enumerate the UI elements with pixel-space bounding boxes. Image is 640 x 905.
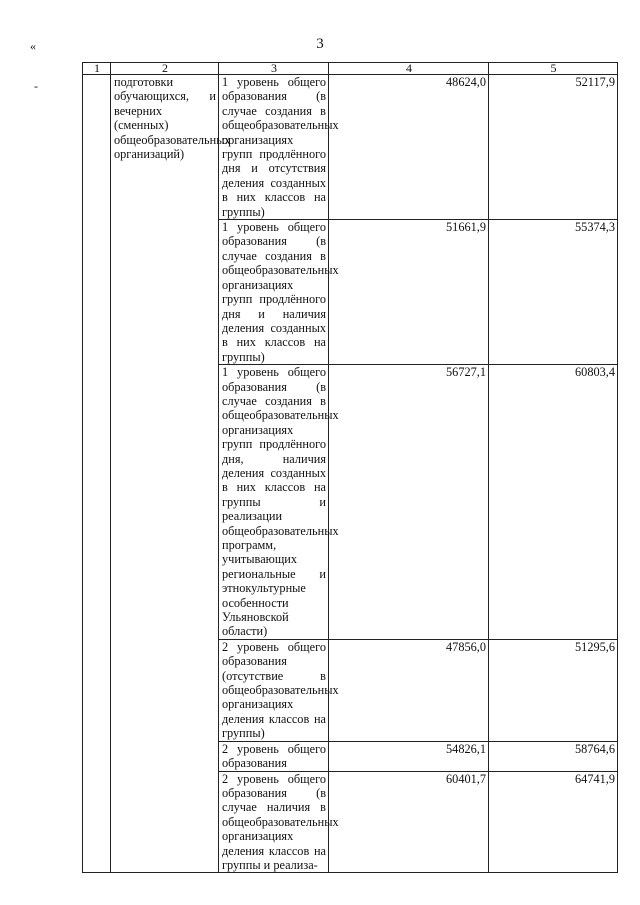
column-header: 3: [219, 63, 329, 75]
value-cell-col5: 60803,4: [489, 365, 618, 640]
page-number: 3: [316, 36, 324, 52]
margin-mark: «: [30, 39, 36, 53]
value-cell-col4: 48624,0: [329, 75, 489, 220]
value-cell-col5: 58764,6: [489, 741, 618, 771]
column-header: 1: [83, 63, 111, 75]
value-cell-col4: 47856,0: [329, 639, 489, 741]
description-cell: 1 уровень общего образования (в случае создания в общеобразовательных организациях групп продлённого дня и отсутствия деления созданных в них классов на группы): [219, 75, 329, 220]
value-cell-col5: 55374,3: [489, 220, 618, 365]
table-row: [83, 75, 618, 220]
column-header: 5: [489, 63, 618, 75]
value-cell-col4: 54826,1: [329, 741, 489, 771]
table-cell-empty: [83, 75, 111, 873]
value-cell-col5: 52117,9: [489, 75, 618, 220]
value-cell-col5: 51295,6: [489, 639, 618, 741]
value-cell-col4: 60401,7: [329, 771, 489, 873]
category-cell: подготовки обучающихся, и вечерних (сменных) общеобразовательных организаций): [111, 75, 219, 873]
column-header: 2: [111, 63, 219, 75]
column-header: 4: [329, 63, 489, 75]
description-cell: 1 уровень общего образования (в случае создания в общеобразовательных организациях групп продлённого дня, наличия деления созданных в них классов на группы и реализации общеобразовательных программ, учитывающих региональные и этнокультурные особенности Ульяновской области): [219, 365, 329, 640]
value-cell-col4: 56727,1: [329, 365, 489, 640]
description-cell: 2 уровень общего образования: [219, 741, 329, 771]
description-cell: 2 уровень общего образования (отсутствие в общеобразовательных организациях деления классов на группы): [219, 639, 329, 741]
table-header-row: [83, 63, 618, 75]
description-cell: 1 уровень общего образования (в случае создания в общеобразовательных организациях групп продлённого дня и наличия деления созданных в них классов на группы): [219, 220, 329, 365]
data-table: [82, 62, 618, 873]
margin-mark: -: [34, 79, 38, 93]
value-cell-col4: 51661,9: [329, 220, 489, 365]
description-cell: 2 уровень общего образования (в случае наличия в общеобразовательных организациях деления классов на группы и реализа-: [219, 771, 329, 873]
value-cell-col5: 64741,9: [489, 771, 618, 873]
